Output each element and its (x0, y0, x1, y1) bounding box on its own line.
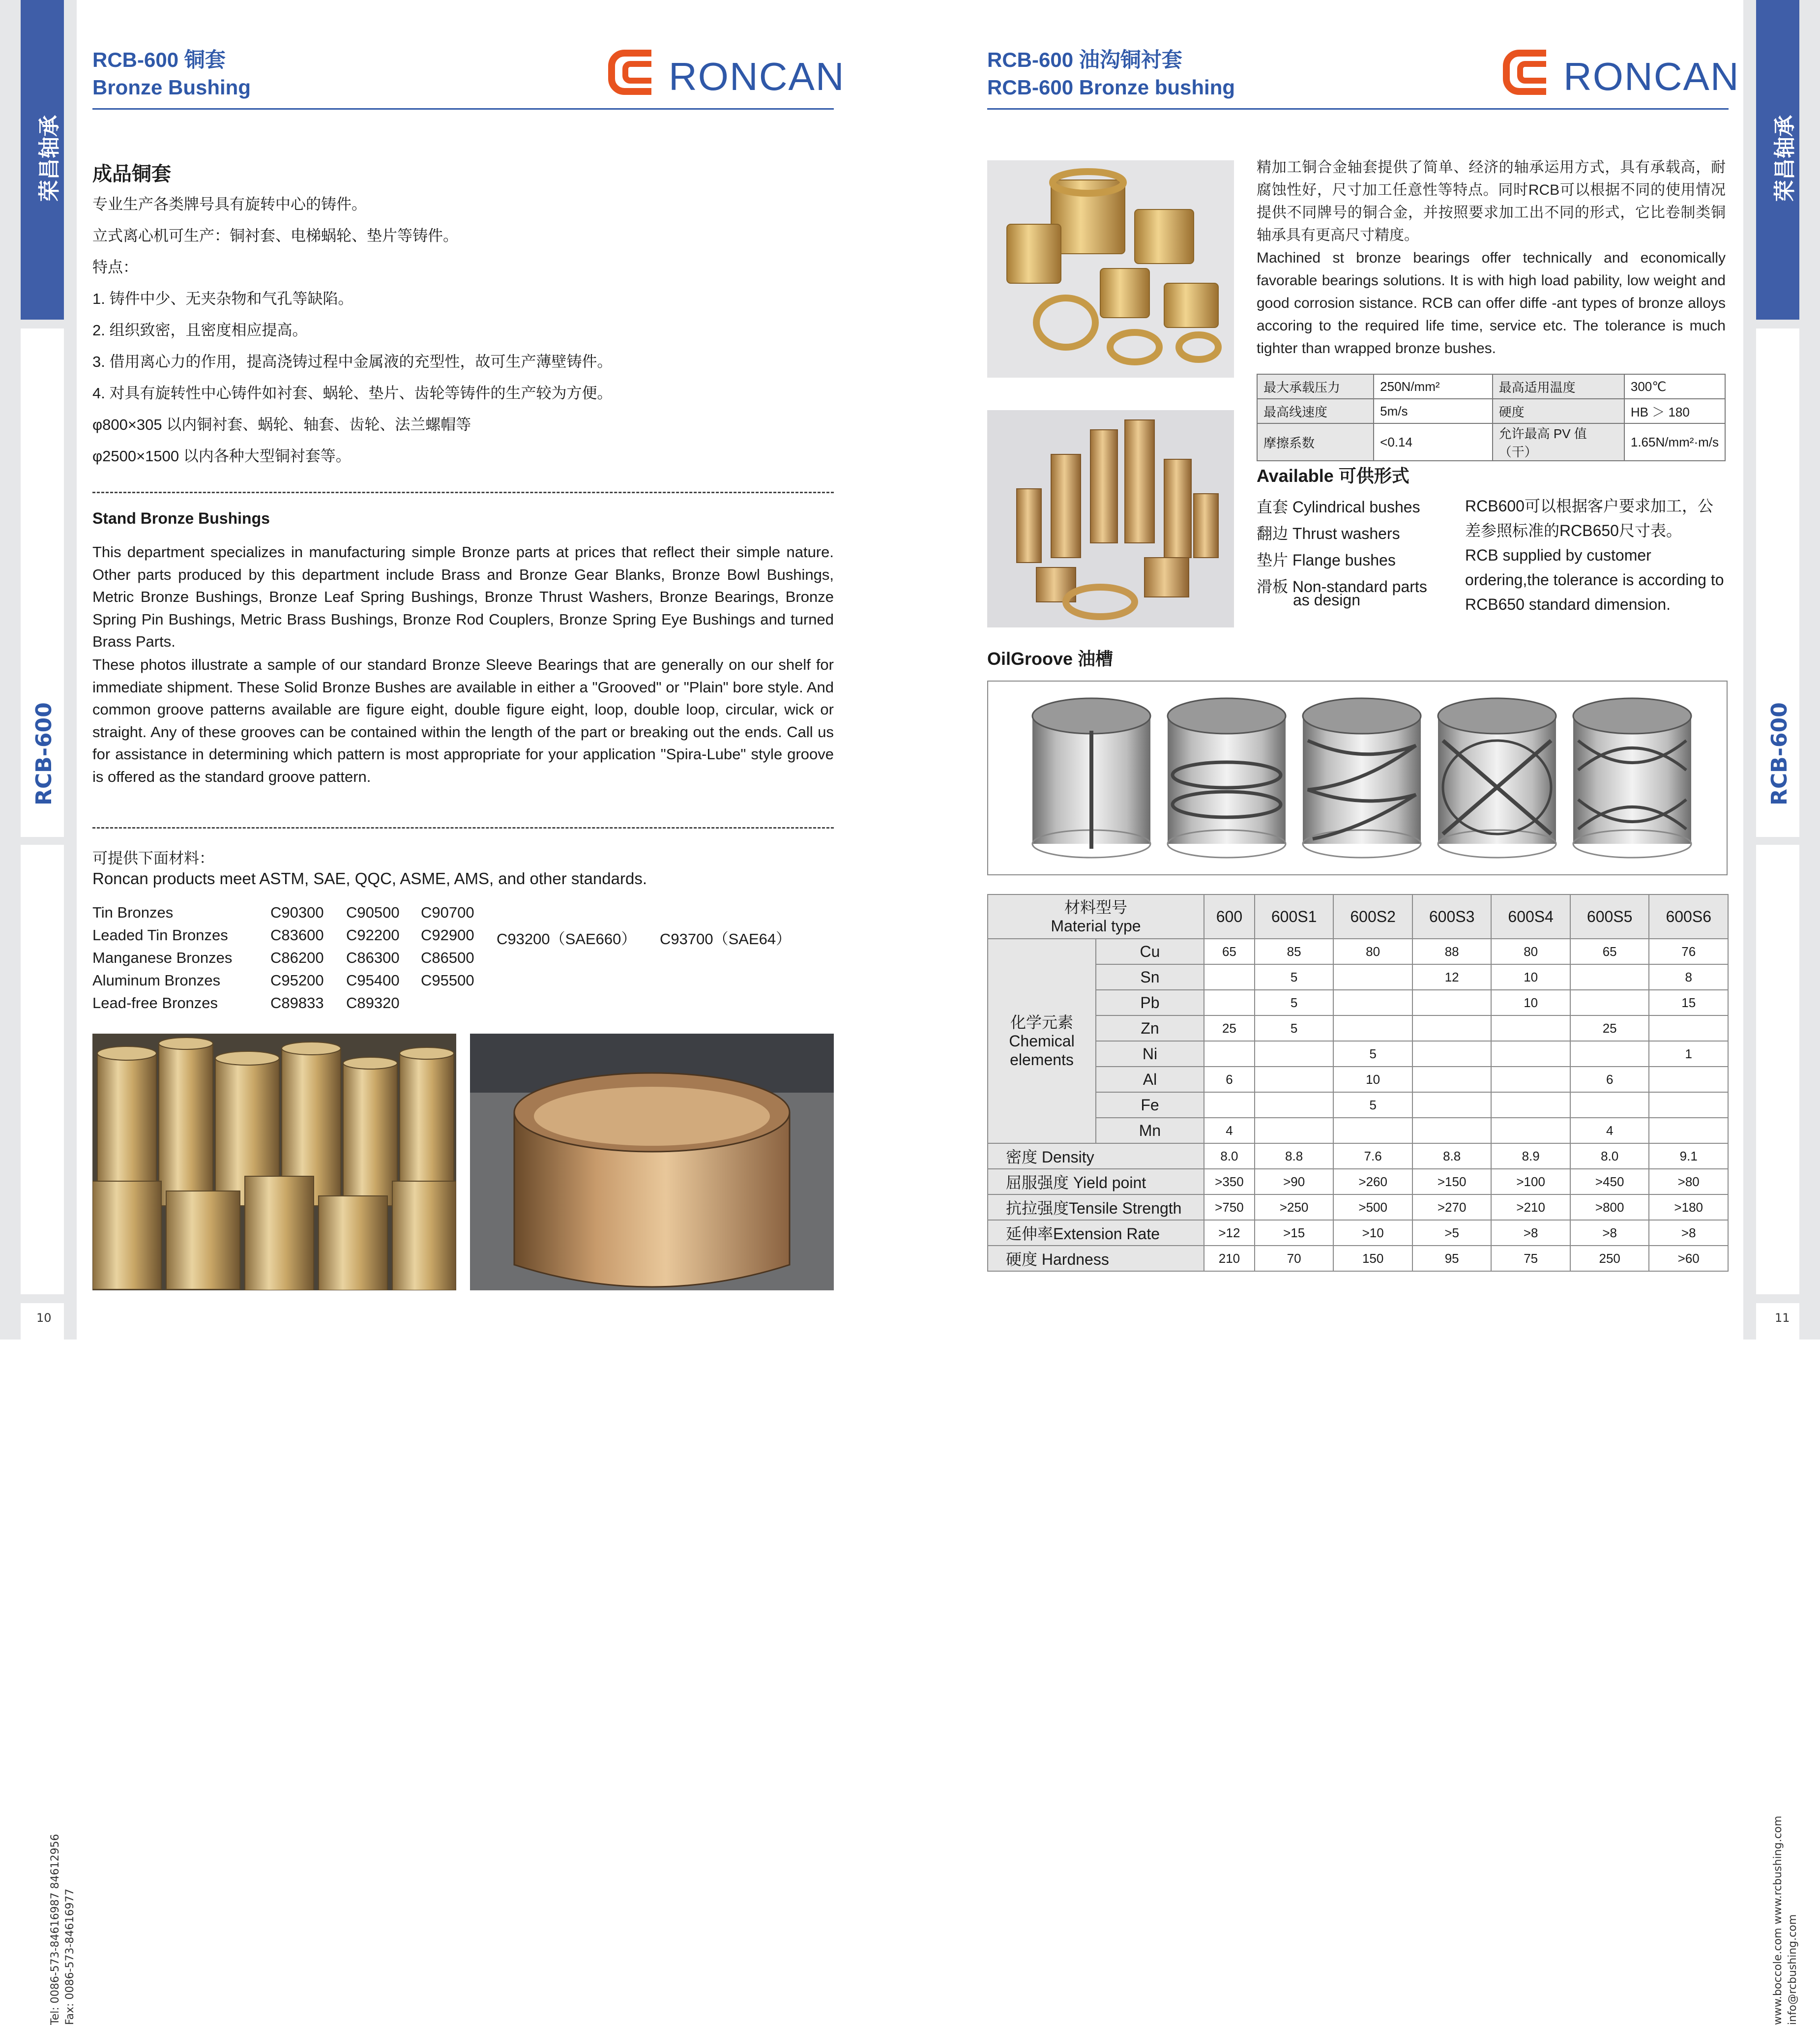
groove-spiral-icon (1303, 698, 1421, 858)
spec-label: 允许最高 PV 值（干） (1493, 423, 1624, 461)
cell (1649, 1015, 1728, 1041)
column-header: 600S6 (1649, 894, 1728, 939)
cell: 80 (1491, 939, 1570, 964)
groove-straight-icon (1032, 698, 1150, 858)
left-en-title: Stand Bronze Bushings (92, 509, 270, 527)
cell: 4 (1570, 1118, 1649, 1143)
cell (1204, 990, 1255, 1015)
material-grade: C95400 (346, 972, 400, 989)
spec-value: 5m/s (1374, 399, 1493, 423)
cell: 5 (1255, 990, 1334, 1015)
property-row (988, 1169, 1728, 1194)
cell: 8.8 (1255, 1143, 1334, 1169)
cell: 5 (1255, 964, 1334, 990)
cell: 76 (1649, 939, 1728, 964)
cn-line: 立式离心机可生产：铜衬套、电梯蜗轮、垫片等铸件。 (92, 227, 458, 244)
column-header: 600S2 (1333, 894, 1412, 939)
cell: 8.0 (1570, 1143, 1649, 1169)
column-header: 600S5 (1570, 894, 1649, 939)
cell: 12 (1412, 964, 1492, 990)
spec-row (1257, 423, 1725, 461)
intro-en: Machined st bronze bearings offer technically and economically favorable bearings solutions. It is with high load pability, low weight and good corrosion sistance. RCB can offer diffe -ant types of bronze alloys accoring to the required life time, service etc. The tolerance is much tighter than wrapped bronze bushes. (1257, 250, 1726, 357)
material-grade: C86200 (270, 949, 324, 966)
left-header-title (92, 46, 251, 101)
cell (1333, 964, 1412, 990)
column-header: 600S1 (1255, 894, 1334, 939)
cell: 95 (1412, 1246, 1492, 1271)
element-name: Fe (1096, 1092, 1204, 1118)
material-grade: C89833 (270, 994, 324, 1012)
cell: 10 (1333, 1067, 1412, 1092)
cn-line: 专业生产各类牌号具有旋转中心的铸件。 (92, 196, 367, 213)
element-name: Sn (1096, 964, 1204, 990)
material-name: Manganese Bronzes (92, 949, 233, 966)
left-dashed-divider-1 (92, 492, 834, 493)
left-en-paragraph-1: This department specializes in manufacturing simple Bronze parts at prices that reflect their simple nature. Other parts produced by this department include Brass and Bronze Gear Blanks, Bronze Bowl Bushings, Metric Bronze Bushings, Bronze Leaf Spring Bushings, Bronze Thrust Washers, Bronze Bearings, Bronze Spring Pin Bushings, Metric Brass Bushings, Bronze Rod Couplers, Bronze Spring Eye Bushings and turned Brass Parts. (92, 543, 834, 651)
element-row (988, 1015, 1728, 1041)
property-row (988, 1246, 1728, 1271)
spec-label: 最高适用温度 (1493, 374, 1624, 399)
right-header-rule (987, 108, 1729, 110)
cell (1570, 1092, 1649, 1118)
cn-line: 4. 对具有旋转性中心铸件如衬套、蜗轮、垫片、齿轮等铸件的生产较为方便。 (92, 385, 613, 402)
cell (1333, 1015, 1412, 1041)
cell: 6 (1570, 1067, 1649, 1092)
spec-value: 300℃ (1624, 374, 1725, 399)
material-grade: C92200 (346, 926, 400, 944)
available-item-extra: as design (1293, 591, 1360, 609)
available-title: Available 可供形式 (1257, 466, 1409, 486)
cell: >260 (1333, 1169, 1412, 1194)
group-label-line: elements (1010, 1051, 1074, 1069)
right-model-label: RCB-600 (1767, 702, 1792, 805)
cell (1204, 1092, 1255, 1118)
element-row (988, 939, 1728, 964)
cell (1255, 1092, 1334, 1118)
cell: 75 (1491, 1246, 1570, 1271)
material-grade: C95200 (270, 972, 324, 989)
left-section-cn-title: 成品铜套 (92, 163, 171, 185)
oilgroove-figure (987, 681, 1728, 875)
cell: 5 (1333, 1092, 1412, 1118)
right-page-number: 11 (1775, 1311, 1790, 1325)
cell: 5 (1333, 1041, 1412, 1067)
right-header-title-en: RCB-600 Bronze bushing (987, 76, 1235, 99)
spec-label: 最高线速度 (1257, 399, 1374, 423)
cell (1412, 1015, 1492, 1041)
group-label-line: Chemical (1009, 1032, 1075, 1050)
element-name: Cu (1096, 939, 1204, 964)
cell: >90 (1255, 1169, 1334, 1194)
right-header-title (987, 46, 1235, 101)
cell: >15 (1255, 1220, 1334, 1246)
cell: >270 (1412, 1194, 1492, 1220)
element-row (988, 1118, 1728, 1143)
right-logo-mark-icon (1499, 44, 1558, 98)
cell (1491, 1067, 1570, 1092)
left-brand-tab (21, 0, 64, 320)
left-header-title-cn: RCB-600 铜套 (92, 48, 226, 71)
cn-line: 2. 组织致密，且密度相应提高。 (92, 322, 308, 339)
available-item: 翻边 Thrust washers (1257, 525, 1400, 542)
element-row (988, 964, 1728, 990)
left-brand-label: 荣昌轴承 (37, 115, 62, 202)
cell: >150 (1412, 1169, 1492, 1194)
cell: >800 (1570, 1194, 1649, 1220)
cell: 85 (1255, 939, 1334, 964)
cell: 25 (1570, 1015, 1649, 1041)
cell: 1 (1649, 1041, 1728, 1067)
left-fax: Fax: 0086-573-84616977 (64, 1888, 76, 2025)
cell: 6 (1204, 1067, 1255, 1092)
cell: 8 (1649, 964, 1728, 990)
left-header-title-en: Bronze Bushing (92, 76, 251, 99)
cell: >180 (1649, 1194, 1728, 1220)
cell (1570, 1041, 1649, 1067)
cell: 10 (1491, 964, 1570, 990)
material-grade: C89320 (346, 994, 400, 1012)
cell (1412, 1067, 1492, 1092)
cell: 250 (1570, 1246, 1649, 1271)
cell: 88 (1412, 939, 1492, 964)
right-header-title-cn: RCB-600 油沟铜衬套 (987, 48, 1182, 71)
property-row (988, 1194, 1728, 1220)
cell: >100 (1491, 1169, 1570, 1194)
cell: 4 (1204, 1118, 1255, 1143)
material-grade: C93200（SAE660） (497, 930, 637, 948)
intro-cn: 精加工铜合金轴套提供了简单、经济的轴承运用方式，具有承载高，耐腐蚀性好，尺寸加工任意性等特点。同时RCB可以根据不同的使用情况提供不同牌号的铜合金，并按照要求加工出不同的形式，它比卷制类铜轴承具有更高尺寸精度。 (1257, 159, 1726, 243)
cell (1204, 964, 1255, 990)
cell: >8 (1491, 1220, 1570, 1246)
cell: 65 (1570, 939, 1649, 964)
material-grade: C83600 (270, 926, 324, 944)
cell (1570, 964, 1649, 990)
left-logo-mark-icon (605, 44, 664, 98)
available-note-en: RCB supplied by customer ordering,the tolerance is according to RCB650 standard dimension. (1465, 546, 1724, 613)
left-header-rule (92, 108, 834, 110)
cell: 210 (1204, 1246, 1255, 1271)
cell (1412, 1041, 1492, 1067)
oilgroove-title: OilGroove 油槽 (987, 649, 1114, 669)
element-name: Al (1096, 1067, 1204, 1092)
column-header: 600S3 (1412, 894, 1492, 939)
spec-table (1257, 374, 1726, 461)
cell: >350 (1204, 1169, 1255, 1194)
property-name: 密度 Density (988, 1143, 1204, 1169)
cell: 150 (1333, 1246, 1412, 1271)
material-table (987, 894, 1729, 1272)
materials-standards: Roncan products meet ASTM, SAE, QQC, ASME, AMS, and other standards. (92, 869, 647, 888)
left-model-tab (21, 328, 64, 837)
material-name: Leaded Tin Bronzes (92, 926, 228, 944)
cn-line: 特点： (92, 259, 138, 276)
spec-value: <0.14 (1374, 423, 1493, 461)
cell: >500 (1333, 1194, 1412, 1220)
material-grade: C95500 (421, 972, 474, 989)
property-row (988, 1143, 1728, 1169)
cell (1491, 1015, 1570, 1041)
cell (1649, 1118, 1728, 1143)
cell: >5 (1412, 1220, 1492, 1246)
right-brand-label: 荣昌轴承 (1772, 115, 1797, 202)
cell: 10 (1491, 990, 1570, 1015)
cell (1333, 990, 1412, 1015)
groove-figure-eight-icon (1438, 698, 1556, 858)
material-grade: C90700 (421, 904, 474, 921)
element-row (988, 1092, 1728, 1118)
cell: 80 (1333, 939, 1412, 964)
cell: >60 (1649, 1246, 1728, 1271)
material-name: Lead-free Bronzes (92, 994, 218, 1012)
cell: >12 (1204, 1220, 1255, 1246)
left-model-label: RCB-600 (31, 702, 57, 805)
cell: 8.9 (1491, 1143, 1570, 1169)
right-model-tab (1756, 328, 1799, 837)
bronze-parts-photo-2 (987, 410, 1234, 627)
cell: 9.1 (1649, 1143, 1728, 1169)
material-type-header-cn: 材料型号 (1064, 898, 1127, 916)
available-item: 直套 Cylindrical bushes (1257, 498, 1420, 516)
groove-circular-icon (1168, 698, 1286, 858)
right-brand-tab (1756, 0, 1799, 320)
property-row (988, 1220, 1728, 1246)
element-row (988, 1067, 1728, 1092)
cell (1649, 1067, 1728, 1092)
available-note-cn: RCB600可以根据客户要求加工，公差参照标准的RCB650尺寸表。 (1465, 497, 1713, 539)
cell: >450 (1570, 1169, 1649, 1194)
spec-value: 1.65N/mm²·m/s (1624, 423, 1725, 461)
left-roncan-logo (605, 44, 845, 98)
material-name: Tin Bronzes (92, 904, 174, 921)
left-en-paragraph-2: These photos illustrate a sample of our standard Bronze Sleeve Bearings that are generally on our shelf for immediate shipment. These Solid Bronze Bushes are available in either a "Grooved" or "Plain" bore style. And common groove patterns available are figure eight, double figure eight, loop, double loop, circular, wick or straight. Any of these grooves can be contained within the length of the part or breaking out the ends. Call us for assistance in determining which pattern is most appropriate for your application "Spira-Lube" style groove is offered as the standard groove pattern. (92, 656, 834, 785)
cell: 7.6 (1333, 1143, 1412, 1169)
available-item: 滑板 Non-standard parts (1257, 578, 1427, 596)
cell: 25 (1204, 1015, 1255, 1041)
cell (1491, 1041, 1570, 1067)
material-grade: C86500 (421, 949, 474, 966)
material-grade: C90500 (346, 904, 400, 921)
element-name: Ni (1096, 1041, 1204, 1067)
right-roncan-logo (1499, 44, 1740, 98)
cell: 5 (1255, 1015, 1334, 1041)
right-web: www.boccole.com www.rcbushing.com (1772, 1816, 1784, 2025)
right-email: info@rcbushing.com (1787, 1914, 1799, 2025)
cn-line: φ800×305 以内铜衬套、蜗轮、轴套、齿轮、法兰螺帽等 (92, 416, 471, 433)
element-row (988, 990, 1728, 1015)
cell (1204, 1041, 1255, 1067)
material-grade: C92900 (421, 926, 474, 944)
cell (1333, 1118, 1412, 1143)
element-name: Pb (1096, 990, 1204, 1015)
cell (1491, 1092, 1570, 1118)
spec-label: 摩擦系数 (1257, 423, 1374, 461)
column-header: 600S4 (1491, 894, 1570, 939)
cell (1412, 1092, 1492, 1118)
cell: >210 (1491, 1194, 1570, 1220)
cell (1255, 1041, 1334, 1067)
right-side-strip (1743, 0, 1820, 2025)
cell (1491, 1118, 1570, 1143)
available-item: 垫片 Flange bushes (1257, 551, 1396, 569)
right-logo-word: RONCAN (1563, 55, 1740, 98)
left-page-number: 10 (36, 1311, 52, 1325)
column-header: 600 (1204, 894, 1255, 939)
spec-value: HB ＞ 180 (1624, 399, 1725, 423)
element-name: Zn (1096, 1015, 1204, 1041)
cell: >80 (1649, 1169, 1728, 1194)
cell: >8 (1570, 1220, 1649, 1246)
material-type-header (988, 894, 1204, 939)
cell: 8.8 (1412, 1143, 1492, 1169)
cell: >250 (1255, 1194, 1334, 1220)
element-row (988, 1041, 1728, 1067)
material-type-header-en: Material type (1051, 917, 1141, 935)
cell: >750 (1204, 1194, 1255, 1220)
material-grade: C86300 (346, 949, 400, 966)
property-name: 屈服强度 Yield point (988, 1169, 1204, 1194)
cell: 70 (1255, 1246, 1334, 1271)
cell (1412, 990, 1492, 1015)
cn-line: 3. 借用离心力的作用，提高浇铸过程中金属液的充型性，故可生产薄壁铸件。 (92, 353, 613, 370)
group-label-line: 化学元素 (1010, 1013, 1073, 1031)
material-table-header (988, 894, 1728, 939)
left-side-strip (0, 0, 77, 2025)
cell: >8 (1649, 1220, 1728, 1246)
spec-row (1257, 374, 1725, 399)
bronze-parts-photo-1 (987, 160, 1234, 378)
left-cn-list (92, 189, 834, 472)
cell (1255, 1118, 1334, 1143)
chemical-elements-label (988, 939, 1096, 1143)
cell: 15 (1649, 990, 1728, 1015)
cell (1412, 1118, 1492, 1143)
spec-label: 硬度 (1493, 399, 1624, 423)
cn-line: 1. 铸件中少、无夹杂物和气孔等缺陷。 (92, 290, 353, 307)
material-grade: C93700（SAE64） (660, 930, 792, 948)
cn-line: φ2500×1500 以内各种大型铜衬套等。 (92, 447, 351, 465)
bushings-stack-photo (92, 1034, 456, 1290)
cell (1649, 1092, 1728, 1118)
material-grade: C90300 (270, 904, 324, 921)
left-dashed-divider-2 (92, 827, 834, 829)
spec-row (1257, 399, 1725, 423)
left-tel: Tel: 0086-573-84616987 84612956 (49, 1834, 61, 2025)
left-logo-word: RONCAN (669, 55, 845, 98)
cell (1255, 1067, 1334, 1092)
spec-label: 最大承载压力 (1257, 374, 1374, 399)
property-name: 延伸率Extension Rate (988, 1220, 1204, 1246)
property-name: 硬度 Hardness (988, 1246, 1204, 1271)
groove-double-loop-icon (1573, 698, 1691, 858)
cell: 65 (1204, 939, 1255, 964)
element-name: Mn (1096, 1118, 1204, 1143)
property-name: 抗拉强度Tensile Strength (988, 1194, 1204, 1220)
large-bushing-photo (470, 1034, 834, 1290)
spec-value: 250N/mm² (1374, 374, 1493, 399)
cell: 8.0 (1204, 1143, 1255, 1169)
cell: >10 (1333, 1220, 1412, 1246)
materials-cn-label: 可提供下面材料： (92, 850, 214, 867)
material-name: Aluminum Bronzes (92, 972, 221, 989)
cell (1570, 990, 1649, 1015)
